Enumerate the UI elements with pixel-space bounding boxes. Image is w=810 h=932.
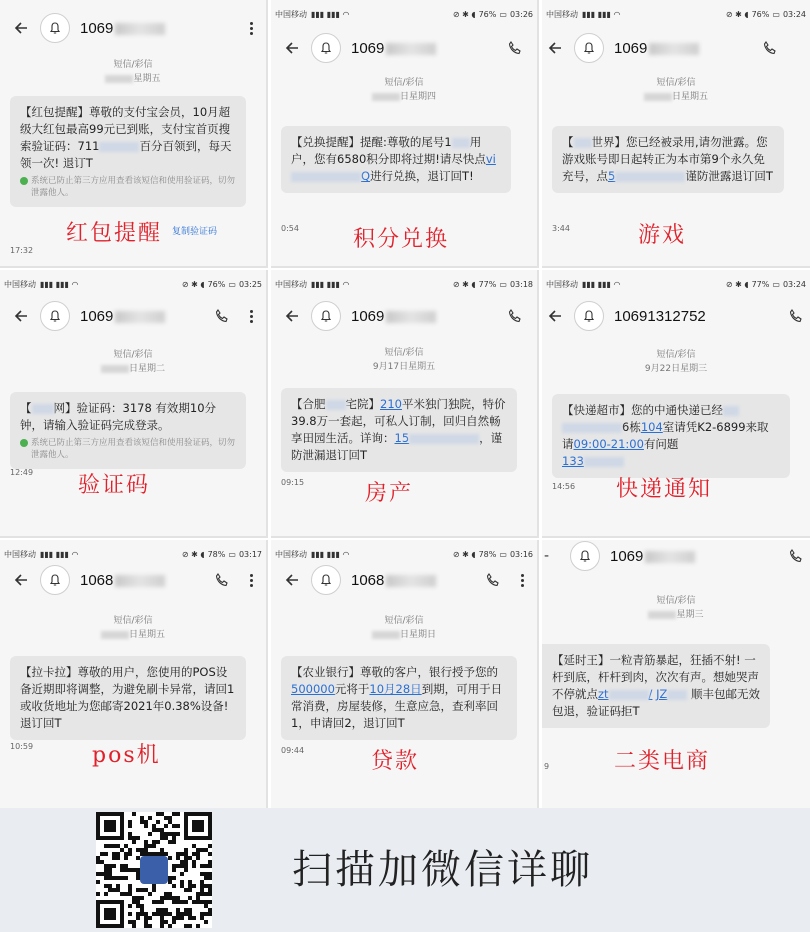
more-options-icon[interactable] (517, 570, 527, 590)
bell-icon[interactable] (311, 301, 341, 331)
back-arrow-icon[interactable] (8, 303, 34, 329)
timestamp: 12:49 (10, 468, 34, 477)
message-meta: 短信/彩信 9月22日星期三 (644, 350, 708, 374)
sender-number: 1069 (614, 40, 699, 57)
message-bubble: 【合肥 宅院】210平米独门独院，特价39.8万一套起，可私人订制，回归自然畅享田园生活。详询：15 ，谨防泄漏退订回T (281, 388, 517, 472)
phone-icon[interactable] (786, 306, 806, 326)
panel-red-packet (0, 0, 268, 268)
status-bar: 中国移动 ▮▮▮ ▮▮▮ ◠ ⊘ ✱ ◖ 76% ▭ 03:25 (4, 279, 262, 289)
qr-code-icon[interactable] (96, 812, 212, 928)
panel-game (542, 0, 810, 268)
sender-number: 1069 (351, 40, 436, 57)
category-label: 游戏 (638, 223, 687, 248)
date-link[interactable]: 10月28日 (369, 682, 422, 696)
timestamp: 09:15 (281, 478, 305, 487)
message-meta: 短信/彩信 日星期二 (0, 348, 266, 376)
message-bubble: 【拉卡拉】尊敬的用户，您使用的POS设备近期即将调整，为避免刷卡异常，请回1或收货地址为您邮寄2021年0.38%设备! 退订回T (10, 656, 246, 740)
back-arrow-icon[interactable] (8, 15, 34, 41)
message-link[interactable]: 5 (608, 169, 685, 183)
message-meta: 短信/彩信 日星期五 (0, 614, 266, 642)
chat-header (0, 296, 266, 336)
security-notice: 系统已防止第三方应用查看该短信和使用验证码，切勿泄露他人。 (20, 175, 236, 199)
message-bubble: 【兑换提醒】提醒:尊敬的尾号1 用户，您有6580积分即将过期!请尽快点viQ进行兑换，退订回T! (281, 126, 511, 193)
sender-number: 1068 (351, 572, 436, 589)
phone-icon[interactable] (212, 570, 232, 590)
bell-icon[interactable] (40, 13, 70, 43)
message-bubble: 【延时王】一粒青筋暴起，狂插不射! 一杆到底，杆杆到肉，次次有声。想她哭声不停就点zt / JZ 顺丰包邮无效包退，验证码拒T (542, 644, 770, 728)
sender-number: 1069 (610, 548, 695, 565)
message-bubble: 【 世界】您已经被录用,请勿泄露。您游戏账号即日起转正为本市第9个永久免充号，点5 谨防泄露退订回T (552, 126, 784, 193)
category-label: 房产 (365, 481, 414, 506)
message-link-2[interactable]: JZ (656, 687, 687, 701)
phone-icon[interactable] (786, 546, 806, 566)
status-bar: 中国移动 ▮▮▮ ▮▮▮ ◠ ⊘ ✱ ◖ 77% ▭ 03:18 (275, 279, 533, 289)
footer-text: 扫描加微信详聊 (292, 847, 593, 893)
message-bubble: 【 网】验证码：3178 有效期10分钟，请输入验证码完成登录。 系统已防止第三方应用查看该短信和使用验证码，切勿泄露他人。 (10, 392, 246, 469)
timestamp: 10:59 (10, 742, 34, 751)
more-options-icon[interactable] (246, 306, 256, 326)
status-bar: 中国移动 ▮▮▮ ▮▮▮ ◠ ⊘ ✱ ◖ 77% ▭ 03:24 (546, 279, 806, 289)
back-arrow-icon[interactable] (542, 303, 568, 329)
bell-icon[interactable] (311, 565, 341, 595)
chat-header (542, 28, 810, 68)
message-meta: 短信/彩信 日星期五 (542, 76, 810, 104)
shield-icon (20, 439, 28, 447)
amount-link[interactable]: 500000 (291, 682, 335, 696)
sender-number: 1069 (351, 308, 436, 325)
timestamp: 9 (544, 762, 550, 771)
category-label: pos机 (92, 743, 161, 768)
message-meta: 短信/彩信 日星期四 (271, 76, 537, 104)
sender-number: 1069 (80, 308, 165, 325)
message-meta: 短信/彩信 星期三 (542, 594, 810, 622)
chat-header (0, 8, 266, 48)
phone-icon[interactable] (483, 570, 503, 590)
chat-header: - 1069 (542, 540, 810, 576)
message-bubble: 【红包提醒】尊敬的支付宝会员，10月超级大红包最高99元已到账，支付宝首页搜索验证码：711 百分百领到，每天领一次! 退订T 系统已防止第三方应用查看该短信和使用验证码，切勿泄露他人。 (10, 96, 246, 207)
bell-icon[interactable] (40, 301, 70, 331)
category-label: 二类电商 (614, 749, 711, 774)
back-arrow-icon[interactable] (8, 567, 34, 593)
bell-icon[interactable] (40, 565, 70, 595)
more-options-icon[interactable] (246, 18, 256, 38)
panel-loan (271, 540, 539, 808)
copy-code-button[interactable]: 复制验证码 (172, 227, 218, 237)
security-notice: 系统已防止第三方应用查看该短信和使用验证码，切勿泄露他人。 (20, 437, 236, 461)
status-bar: 中国移动 ▮▮▮ ▮▮▮ ◠ ⊘ ✱ ◖ 78% ▭ 03:17 (4, 549, 262, 559)
phone-link[interactable]: 133 (562, 454, 624, 468)
panel-points-exchange (271, 0, 539, 268)
chat-header (271, 28, 537, 68)
message-meta: 短信/彩信 9月17日星期五 (372, 348, 436, 372)
chat-header (0, 560, 266, 600)
panel-express-notice (542, 270, 810, 538)
message-link[interactable]: zt / (598, 687, 653, 701)
message-meta: 短信/彩信 日星期日 (271, 614, 537, 642)
panel-ecommerce (542, 540, 810, 808)
chat-header (271, 560, 537, 600)
message-meta: 短信/彩信 星期五 (0, 58, 266, 86)
timestamp: 17:32 (10, 246, 34, 255)
panel-real-estate (271, 270, 539, 538)
timestamp: 3:44 (552, 224, 570, 233)
number-link[interactable]: 104 (640, 420, 663, 434)
phone-icon[interactable] (212, 306, 232, 326)
sender-number: 1069 (80, 20, 165, 37)
message-bubble: 【农业银行】尊敬的客户，银行授予您的500000元将于10月28日到期，可用于日常消费，房屋装修，生意应急，查利率回1，申请回2，退订回T (281, 656, 517, 740)
bell-icon[interactable] (574, 301, 604, 331)
status-bar: 中国移动 ▮▮▮ ▮▮▮ ◠ ⊘ ✱ ◖ 78% ▭ 03:16 (275, 549, 533, 559)
sender-number: 1068 (80, 572, 165, 589)
bell-icon[interactable] (311, 33, 341, 63)
category-label: 快递通知 (616, 477, 713, 502)
category-label: 红包提醒 (66, 221, 163, 246)
timestamp: 14:56 (552, 482, 576, 491)
bell-icon[interactable] (570, 541, 600, 571)
message-link[interactable]: viQ (291, 152, 496, 183)
more-options-icon[interactable] (246, 570, 256, 590)
panel-verification-code (0, 270, 268, 538)
category-label: 贷款 (371, 749, 420, 774)
bell-icon[interactable] (574, 33, 604, 63)
message-bubble: 【快递超市】您的中通快递已经6栋104室请凭K2-6899来取请09:00-21:00有问题 133 (552, 394, 790, 478)
phone-icon[interactable] (760, 38, 780, 58)
status-bar: 中国移动 ▮▮▮ ▮▮▮ ◠ ⊘ ✱ ◖ 76% ▭ 03:26 (275, 9, 533, 19)
back-arrow-icon[interactable] (279, 567, 305, 593)
timestamp: 09:44 (281, 746, 305, 755)
phone-icon[interactable] (505, 38, 525, 58)
phone-icon[interactable] (505, 306, 525, 326)
panel-pos-machine (0, 540, 268, 808)
time-link[interactable]: 09:00-21:00 (573, 437, 644, 451)
phone-link[interactable]: 15 (395, 431, 480, 445)
category-label: 验证码 (78, 473, 151, 498)
timestamp: 0:54 (281, 224, 299, 233)
shield-icon (20, 177, 28, 185)
back-arrow-icon[interactable] (542, 35, 568, 61)
back-arrow-icon[interactable] (279, 303, 305, 329)
sender-number: 10691312752 (614, 307, 706, 325)
category-label: 积分兑换 (353, 227, 450, 252)
status-bar: 中国移动 ▮▮▮ ▮▮▮ ◠ ⊘ ✱ ◖ 76% ▭ 03:24 (546, 9, 806, 19)
chat-header (542, 296, 810, 336)
number-link[interactable]: 210 (380, 397, 402, 411)
chat-header (271, 296, 537, 336)
back-arrow-icon[interactable] (279, 35, 305, 61)
